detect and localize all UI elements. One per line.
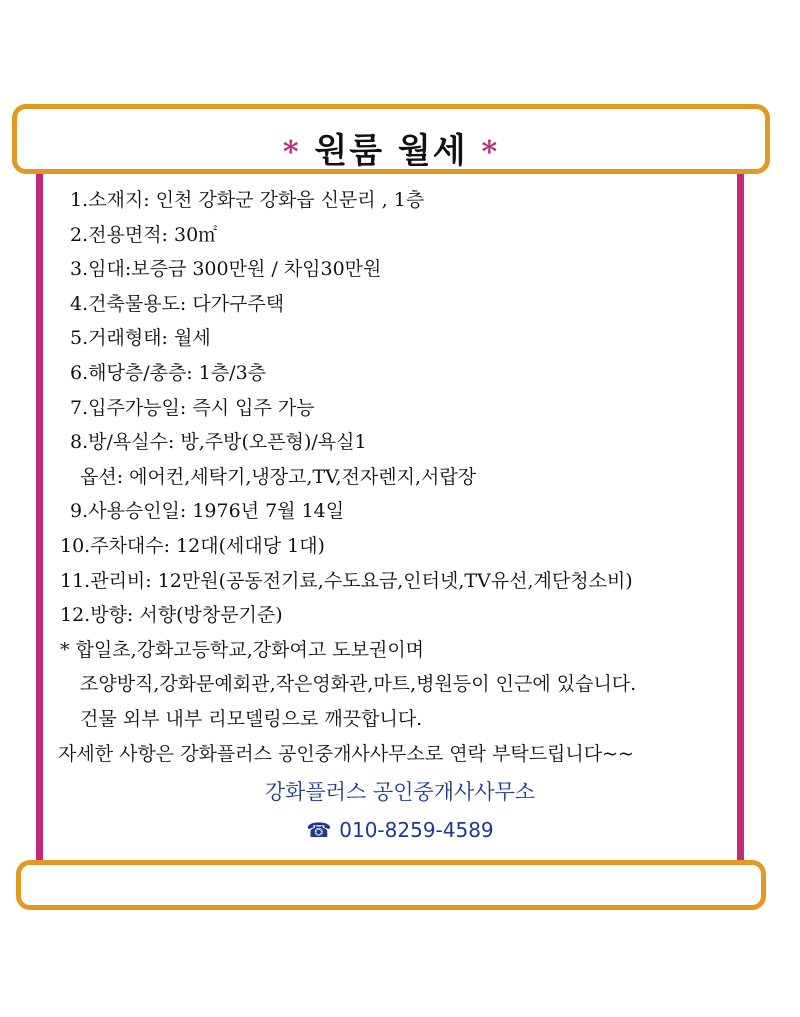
note-schools: * 합일초,강화고등학교,강화여고 도보권이며: [60, 638, 425, 661]
agency-phone-line: [0, 818, 800, 842]
bottom-banner: [16, 860, 766, 910]
detail-area: 2.전용면적: 30㎡: [70, 223, 218, 246]
title-star-right: *: [481, 135, 500, 170]
detail-rent: 3.임대:보증금 300만원 / 차임30만원: [70, 258, 382, 281]
detail-options: 옵션: 에어컨,세탁기,냉장고,TV,전자렌지,서랍장: [80, 465, 477, 488]
note-amenities: 조양방직,강화문예회관,작은영화관,마트,병원등이 인근에 있습니다.: [80, 673, 637, 696]
detail-direction: 12.방향: 서향(방창문기준): [60, 604, 283, 627]
title-text: 원룸 월세: [314, 131, 468, 171]
detail-floor: 6.해당층/총층: 1층/3층: [70, 361, 267, 384]
agency-name: 강화플러스 공인중개사사무소: [264, 780, 536, 804]
phone-icon: ☎: [306, 818, 332, 842]
title-banner: [12, 104, 770, 174]
detail-maintenance-fee: 11.관리비: 12만원(공동전기료,수도요금,인터넷,TV유선,계단청소비): [60, 569, 633, 592]
detail-parking: 10.주차대수: 12대(세대당 1대): [60, 534, 325, 557]
detail-location: 1.소재지: 인천 강화군 강화읍 신문리 , 1층: [70, 189, 425, 211]
detail-deal-type: 5.거래형태: 월세: [70, 327, 211, 350]
listing-details: [60, 183, 740, 771]
title-star-left: *: [282, 135, 301, 170]
page-title: [17, 123, 765, 172]
detail-approval-date: 9.사용승인일: 1976년 7월 14일: [70, 500, 345, 523]
detail-rooms: 8.방/욕실수: 방,주방(오픈형)/욕실1: [70, 431, 367, 454]
note-contact: 자세한 사항은 강화플러스 공인중개사사무소로 연락 부탁드립니다~~: [58, 742, 634, 765]
detail-building-use: 4.건축물용도: 다가구주택: [70, 292, 285, 315]
note-remodeling: 건물 외부 내부 리모델링으로 깨끗합니다.: [80, 707, 423, 730]
detail-move-in: 7.입주가능일: 즉시 입주 가능: [70, 396, 315, 419]
agency-phone: 010-8259-4589: [339, 818, 494, 842]
